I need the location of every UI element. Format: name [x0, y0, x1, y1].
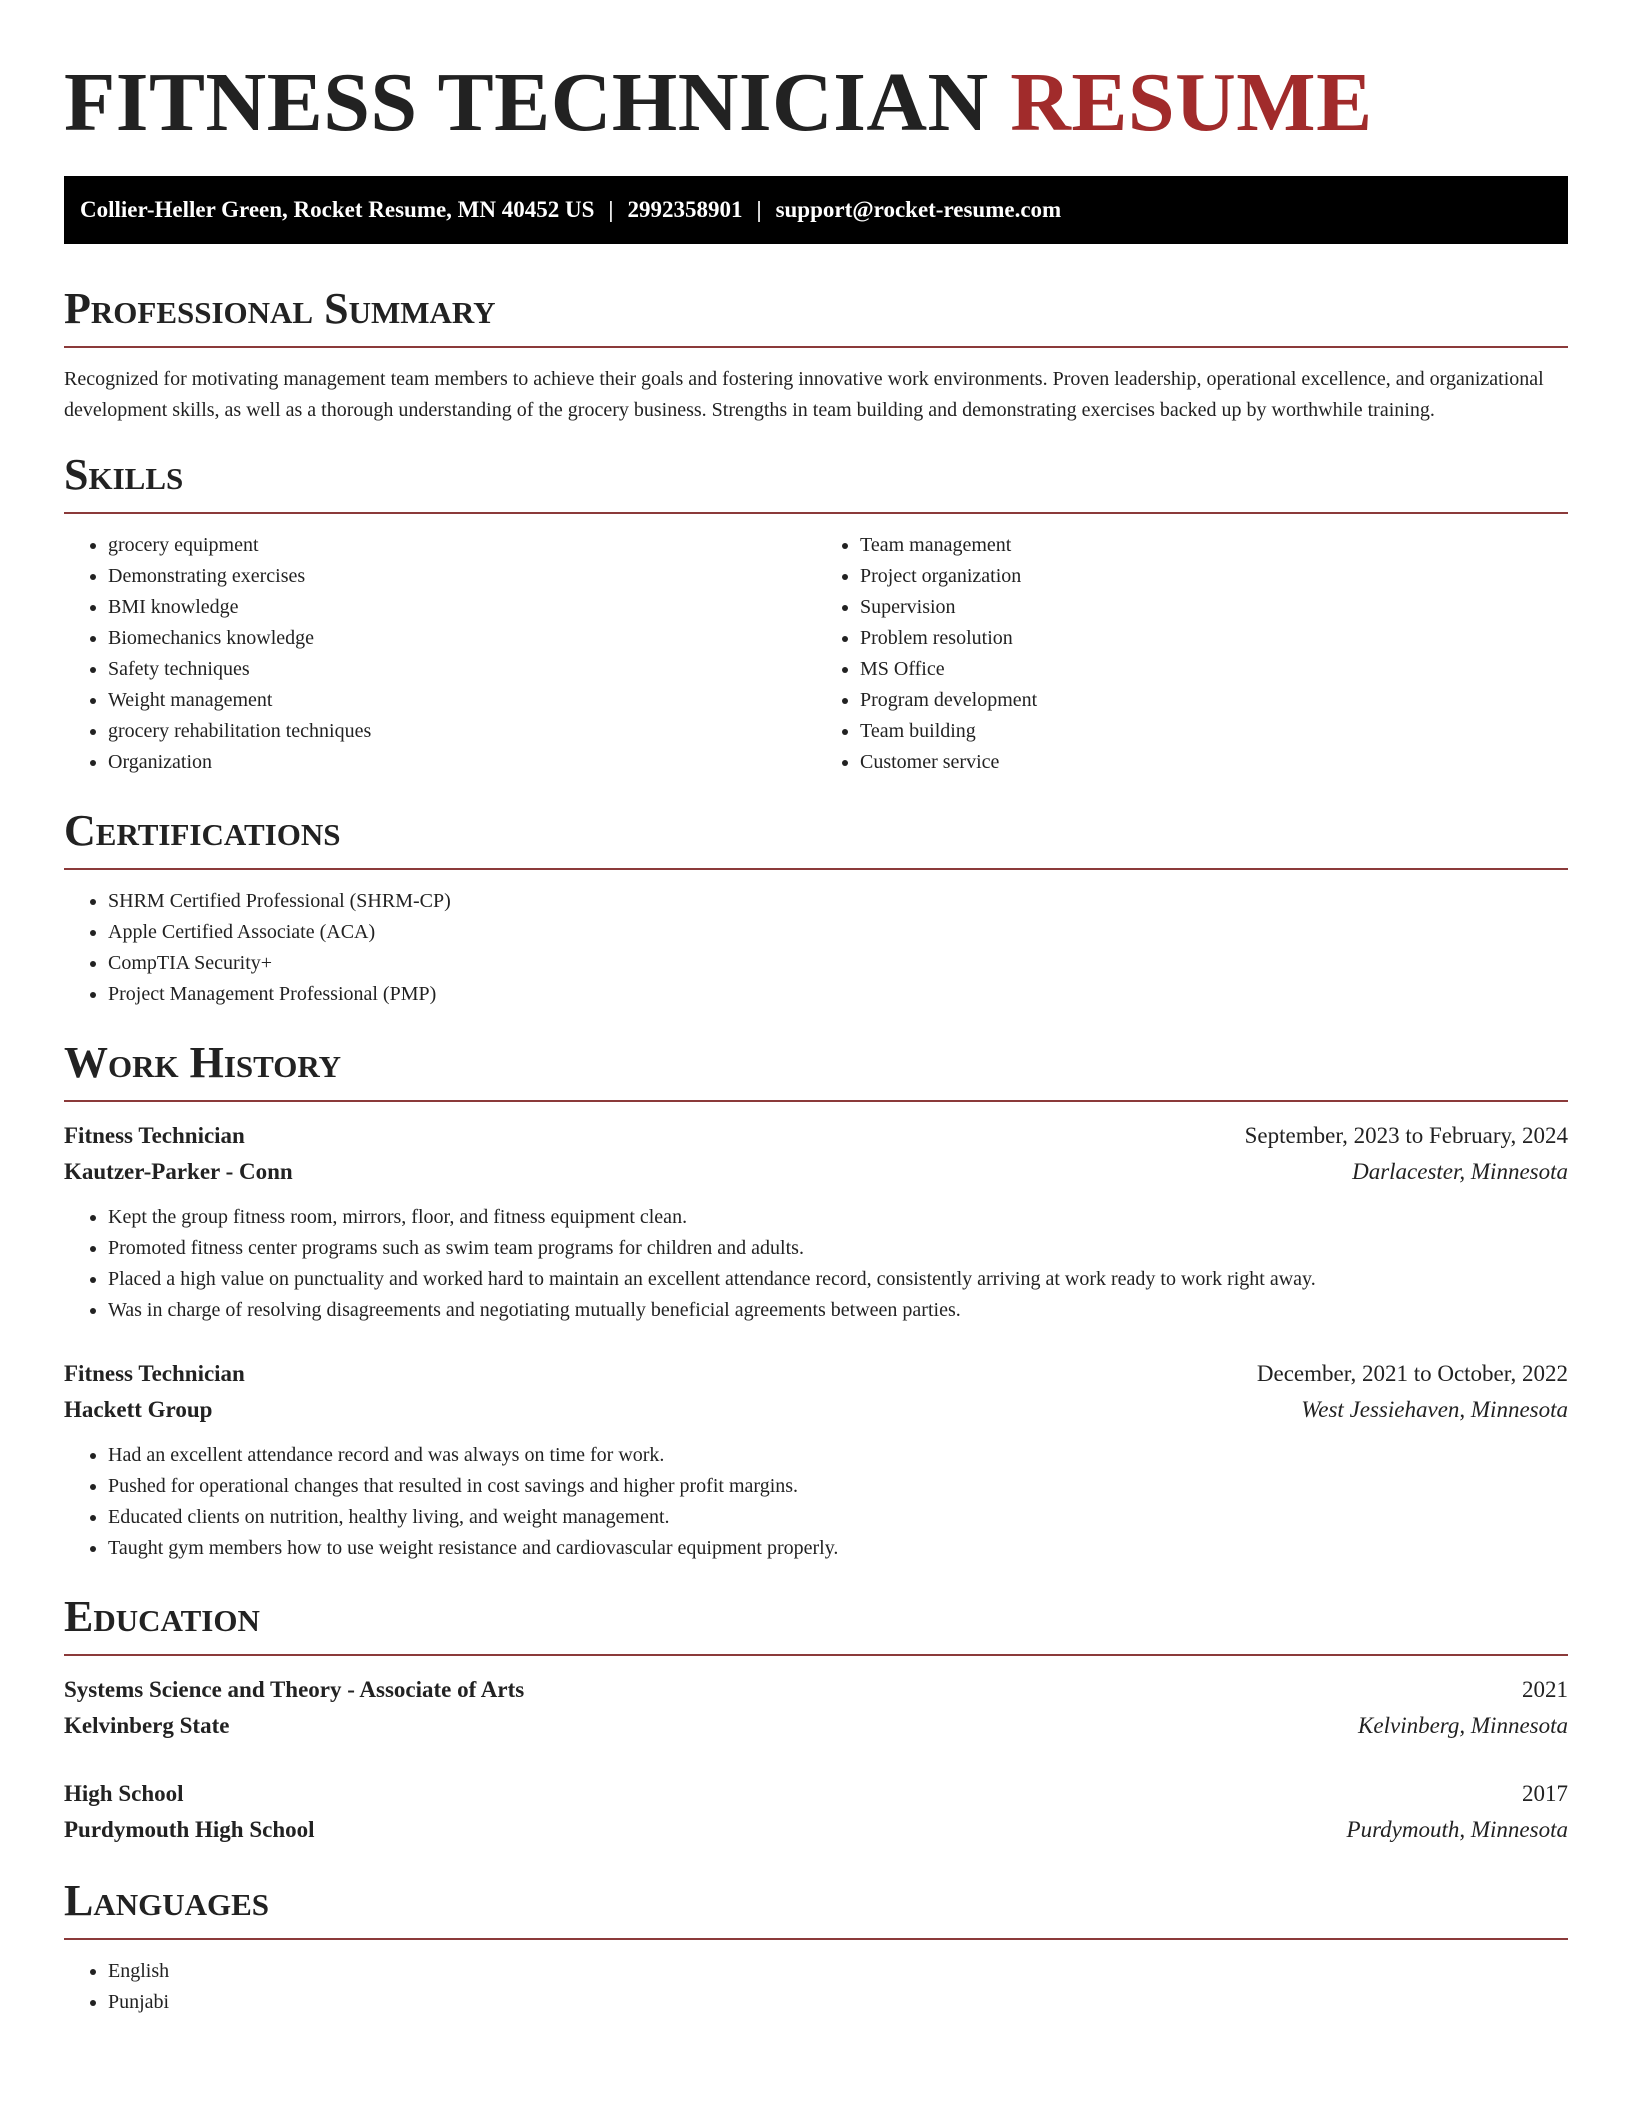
skill-item: • Project organization: [860, 561, 1568, 592]
education-degree: Systems Science and Theory - Associate of Arts: [64, 1677, 525, 1702]
contact-separator: |: [608, 197, 614, 222]
job-dates: September, 2023 to February, 2024: [1244, 1123, 1568, 1148]
education-section: [64, 1592, 1568, 1848]
education-school-row: [64, 1812, 1568, 1848]
certification-item: • SHRM Certified Professional (SHRM-CP): [108, 886, 1568, 917]
education-school: Purdymouth High School: [64, 1817, 315, 1842]
education-location: Kelvinberg, Minnesota: [1358, 1713, 1568, 1738]
certifications-section: [64, 806, 1568, 1010]
languages-list: [64, 1956, 1568, 2018]
skills-grid: [64, 530, 1568, 778]
contact-bar: [64, 176, 1568, 244]
skill-item: • MS Office: [860, 654, 1568, 685]
job-duty-item: • Was in charge of resolving disagreements and negotiating mutually beneficial agreements between parties.: [108, 1295, 1568, 1326]
job-duty-item: • Placed a high value on punctuality and worked hard to maintain an excellent attendance record, consistently arriving at work ready to work right away.: [108, 1264, 1568, 1295]
contact-email: support@rocket-resume.com: [775, 197, 1062, 222]
certification-item: • Project Management Professional (PMP): [108, 979, 1568, 1010]
work-history-section: [64, 1038, 1568, 1564]
education-school: Kelvinberg State: [64, 1713, 230, 1738]
skill-item: • Program development: [860, 685, 1568, 716]
contact-separator: |: [756, 197, 762, 222]
job-title: Fitness Technician: [64, 1361, 245, 1386]
skill-item: • Team building: [860, 716, 1568, 747]
job-header-row: [64, 1118, 1568, 1154]
skill-item: • Team management: [860, 530, 1568, 561]
job-duty-item: • Educated clients on nutrition, healthy living, and weight management.: [108, 1502, 1568, 1533]
skill-item: • Organization: [108, 747, 816, 778]
skill-item: • grocery equipment: [108, 530, 816, 561]
job-duties-list: [64, 1440, 1568, 1564]
skill-item: • BMI knowledge: [108, 592, 816, 623]
job-location: West Jessiehaven, Minnesota: [1301, 1397, 1568, 1422]
job-company: Hackett Group: [64, 1397, 213, 1422]
certifications-list: [64, 886, 1568, 1010]
education-entry: [64, 1776, 1568, 1848]
resume-title-main: FITNESS TECHNICIAN: [64, 56, 1011, 149]
job-title: Fitness Technician: [64, 1123, 245, 1148]
language-item: • English: [108, 1956, 1568, 1987]
job-entry: [64, 1118, 1568, 1326]
languages-section: [64, 1876, 1568, 2018]
job-duty-item: • Pushed for operational changes that resulted in cost savings and higher profit margins.: [108, 1471, 1568, 1502]
education-year: 2021: [1522, 1677, 1568, 1702]
certification-item: • CompTIA Security+: [108, 948, 1568, 979]
education-header-row: [64, 1776, 1568, 1812]
skill-item: • Customer service: [860, 747, 1568, 778]
skill-item: • Biomechanics knowledge: [108, 623, 816, 654]
job-location: Darlacester, Minnesota: [1352, 1159, 1568, 1184]
contact-phone: 2992358901: [627, 197, 743, 222]
summary-section: [64, 284, 1568, 426]
section-heading-languages: Languages: [64, 1876, 1568, 1940]
job-header-row: [64, 1356, 1568, 1392]
job-entry: [64, 1356, 1568, 1564]
section-heading-certifications: Certifications: [64, 806, 1568, 870]
resume-title: [64, 0, 1568, 148]
resume-title-accent: RESUME: [1010, 56, 1373, 149]
job-company: Kautzer-Parker - Conn: [64, 1159, 293, 1184]
education-school-row: [64, 1708, 1568, 1744]
education-year: 2017: [1522, 1781, 1568, 1806]
job-duty-item: • Promoted fitness center programs such as swim team programs for children and adults.: [108, 1233, 1568, 1264]
skill-item: • Problem resolution: [860, 623, 1568, 654]
section-heading-skills: Skills: [64, 450, 1568, 514]
skill-item: • Weight management: [108, 685, 816, 716]
job-duty-item: • Kept the group fitness room, mirrors, floor, and fitness equipment clean.: [108, 1202, 1568, 1233]
skills-section: [64, 450, 1568, 778]
summary-text: Recognized for motivating management team members to achieve their goals and fostering innovative work environments. Proven leadership, operational excellence, and organizational development skills, as well as a thorough understanding of the grocery business. Strengths in team building and demonstrating exercises backed up by worthwhile training.: [64, 368, 1544, 421]
education-location: Purdymouth, Minnesota: [1346, 1817, 1568, 1842]
job-company-row: [64, 1392, 1568, 1428]
skill-item: • Safety techniques: [108, 654, 816, 685]
skills-list-left: [64, 530, 816, 778]
job-dates: December, 2021 to October, 2022: [1256, 1361, 1568, 1386]
skills-list-right: [816, 530, 1568, 778]
education-entry: [64, 1672, 1568, 1744]
job-duty-item: • Taught gym members how to use weight resistance and cardiovascular equipment properly.: [108, 1533, 1568, 1564]
education-header-row: [64, 1672, 1568, 1708]
contact-address: Collier-Heller Green, Rocket Resume, MN 40452 US: [80, 197, 595, 222]
job-company-row: [64, 1154, 1568, 1190]
job-duties-list: [64, 1202, 1568, 1326]
skill-item: • grocery rehabilitation techniques: [108, 716, 816, 747]
section-heading-summary: Professional Summary: [64, 284, 1568, 348]
skill-item: • Demonstrating exercises: [108, 561, 816, 592]
language-item: • Punjabi: [108, 1987, 1568, 2018]
section-heading-education: Education: [64, 1592, 1568, 1656]
certification-item: • Apple Certified Associate (ACA): [108, 917, 1568, 948]
job-duty-item: • Had an excellent attendance record and was always on time for work.: [108, 1440, 1568, 1471]
section-heading-work-history: Work History: [64, 1038, 1568, 1102]
education-degree: High School: [64, 1781, 184, 1806]
skill-item: • Supervision: [860, 592, 1568, 623]
